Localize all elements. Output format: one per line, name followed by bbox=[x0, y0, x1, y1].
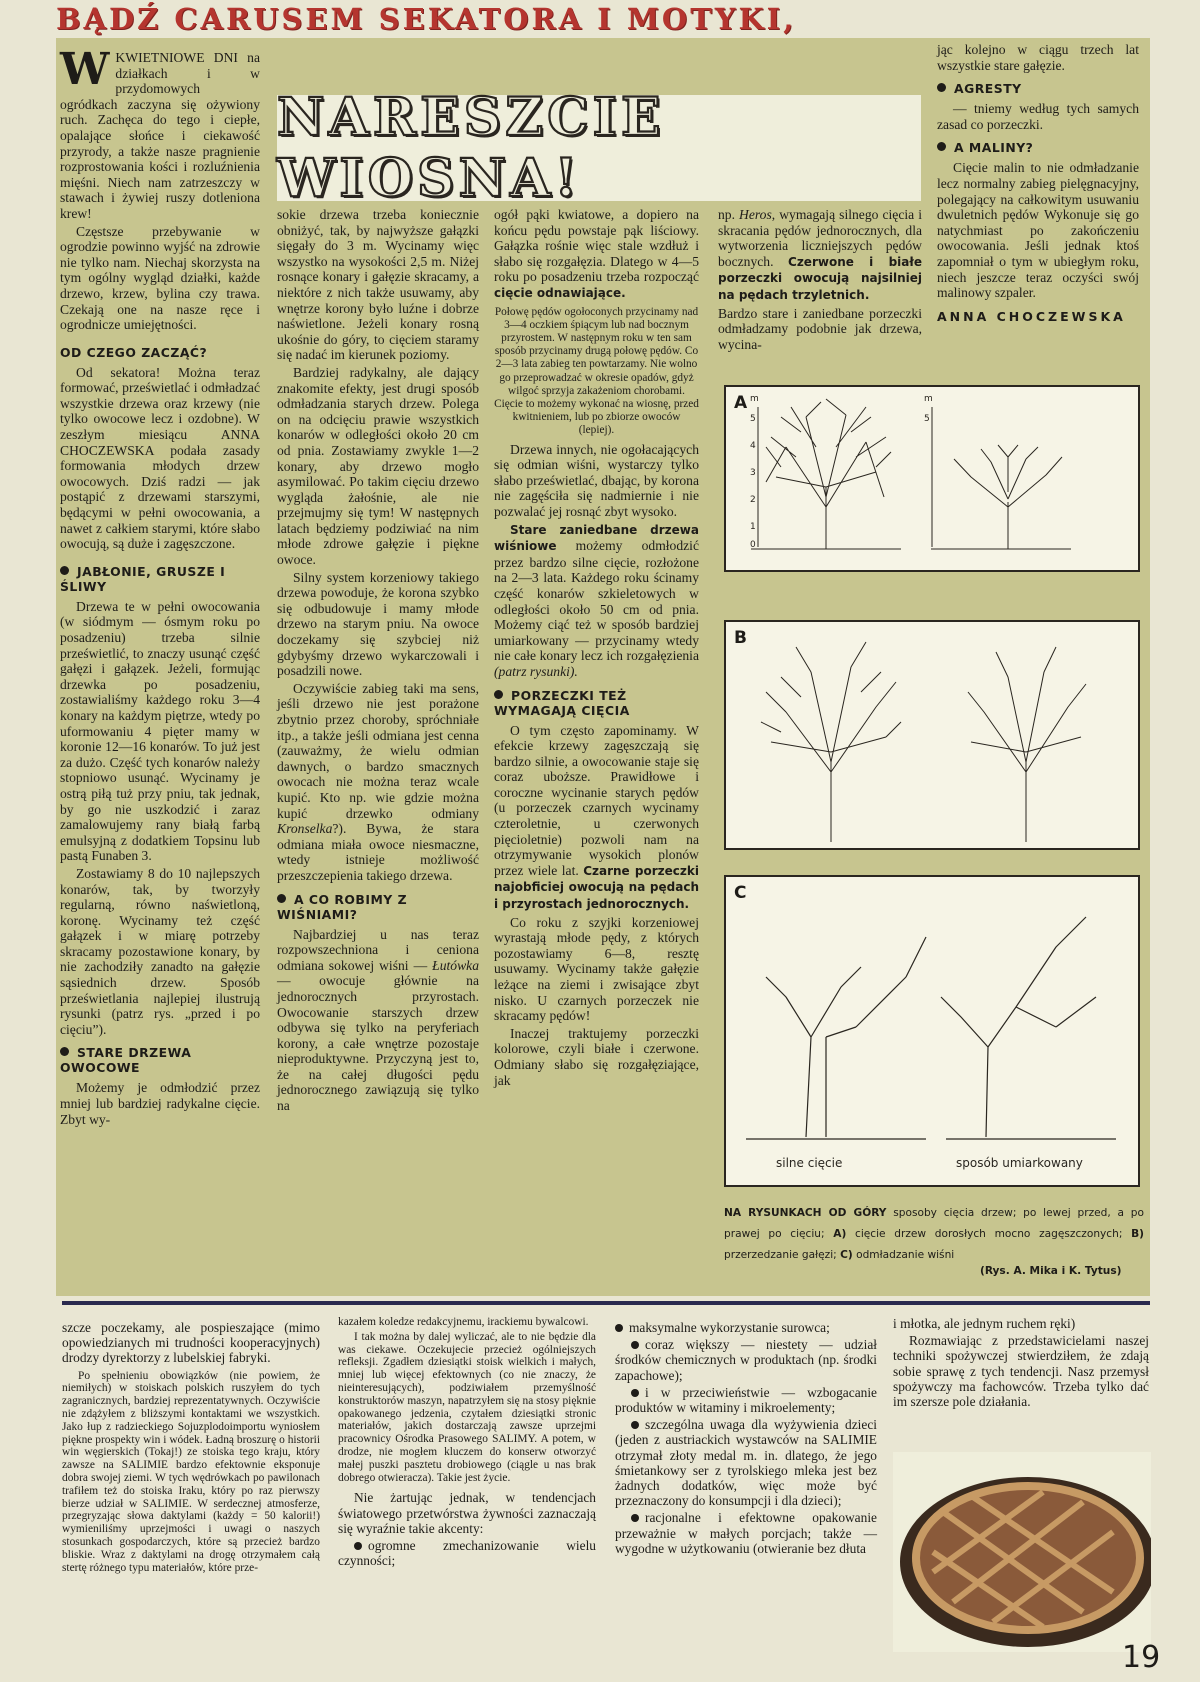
article-title: NARESZCIE WIOSNA! bbox=[277, 87, 665, 209]
paragraph: Częstsze przebywanie w ogrodzie powinno wyjść na zdrowie nie tylko nam. Niechaj skorzysta na tym ogólny wygląd działki, każde drzewo, krzew, bylina czy trawa. Czekają one na nasze ręce i ogrodnicze umiejętności. bbox=[60, 223, 260, 333]
bullet-icon bbox=[631, 1389, 639, 1397]
paragraph: Rozmawiając z przedstawicielami naszej techniki spożywczej stwierdziłem, że zdają sobie sprawę z tych tendencji. Nasz przemysł spożywczy ma fachowców. Trzeba tylko dać im szersze pole działania. bbox=[893, 1333, 1149, 1410]
page-number: 19 bbox=[1122, 1640, 1161, 1675]
bullet-icon bbox=[937, 83, 946, 92]
section-heading: PORZECZKI TEŻ WYMAGAJĄ CIĘCIA bbox=[494, 687, 630, 718]
tick-label: 2 bbox=[750, 495, 756, 505]
paragraph: Bardzo stare i zaniedbane porzeczki odmładzamy podobnie jak drzewa, wycina- bbox=[718, 305, 922, 352]
paragraph: sokie drzewa trzeba koniecznie obniżyć, tak, by najwyższe gałązki sięgały do 3 m. Wycinamy więc wszystko na wysokości 2,5 m. Niżej rosnące konary i gałęzie skracamy, a niektóre z nich także usuwamy, aby wnętrze korony było luźne i dobrze naświetlone. Jeżeli konary rosną ukośnie do góry, to cięciem staramy się nadać im kierunek poziomy. bbox=[277, 207, 479, 363]
figure-label: C bbox=[734, 883, 747, 903]
title-box bbox=[277, 87, 921, 209]
column-4 bbox=[718, 207, 922, 354]
paragraph: Po spełnieniu obowiązków (nie powiem, że niemiłych) w stoiskach polskich ruszyłem do tych zagranicznych, bardziej reprezentatywnych. Oczywiście nie zdążyłem z bliższymi kontaktami we wszystkich. Jako łup z radzieckiego Sojuzplodoimportu wyniosłem piękne prospekty win i wódek. Ładną broszurę o historii win węgierskich (Tokaj!) ze stoiska tego kraju, który zawsze na SALIMIE bardzo efektownie eksponuje dobra swojej ziemi. W tych wędrówkach po pawilonach trafiłem też do stoiska Iraku, który po raz pierwszy bierze udział w SALIMIE. W serdecznej atmosferze, przegryzając słowa daktylami (każdy = 50 kalorii!) wymieniliśmy uprzejmości i uwagi o naszych stosunkach gospodarczych, które są przecież bardzo bliskie. Wraz z daktylami na drogę otrzymałem całą stertę różnego typu materiałów, które prze- bbox=[62, 1369, 320, 1574]
paragraph: Inaczej traktujemy porzeczki kolorowe, czyli białe i czerwone. Odmiany słabo się rozgałęziające, jak bbox=[494, 1025, 699, 1088]
section-heading: A MALINY? bbox=[937, 140, 1139, 155]
figure-c-label-left: silne cięcie bbox=[776, 1156, 843, 1170]
bullet-item: coraz większy — niestety — udział środków chemicznych w produktach (np. środki zapachowe); bbox=[615, 1337, 877, 1383]
paragraph: Stare zaniedbane drzewa wiśniowe możemy odmłodzić przez bardzo silne cięcie, rozłożone na 2—3 lata. Każdego roku ścinamy część konarów szkieletowych w odległości około 50 cm od pnia. Możemy ciąć też w sposób bardziej umiarkowany — przycinamy wtedy nie całe konary lecz ich rozgałęzienia (patrz rysunki). bbox=[494, 522, 699, 679]
paragraph: ogół pąki kwiatowe, a dopiero na końcu pędu powstaje pąk liściowy. Gałązka rośnie więc stale wzdłuż i słabo się rozgałęzia. Dlatego w 4—5 roku po posadzeniu trzeba rozpocząć cięcie odnawiające. bbox=[494, 207, 699, 300]
paragraph: i młotka, ale jednym ruchem ręki) bbox=[893, 1316, 1076, 1331]
axis-unit: m bbox=[924, 394, 933, 404]
paragraph: Co roku z szyjki korzeniowej wyrastają młode pędy, z których pozostawiamy 6—8, resztę usuwamy. Wycinamy także gałęzie leżące na ziemi i zwisające zbyt nisko. U czarnych porzeczek nie skracamy pędów! bbox=[494, 914, 699, 1024]
bullet-icon bbox=[615, 1324, 623, 1332]
figure-c-label-right: sposób umiarkowany bbox=[956, 1156, 1083, 1170]
paragraph: Silny system korzeniowy takiego drzewa powoduje, że korona szybko się odbudowuje i mamy młode drzewo na starym pniu. Na owoce doczekamy się szybciej niż gdybyśmy drzewo wykarczowali i posadzili nowe. bbox=[277, 569, 479, 679]
figure-label: B bbox=[734, 628, 747, 648]
paragraph: Możemy je odmłodzić przez mniej lub bardziej radykalne cięcie. Zbyt wy- bbox=[60, 1080, 260, 1127]
figure-b bbox=[724, 620, 1140, 850]
figure-c bbox=[724, 875, 1140, 1187]
tart-image bbox=[893, 1452, 1151, 1652]
figure-b-drawing bbox=[726, 622, 1138, 848]
dropcap: W bbox=[60, 44, 110, 95]
bullet-icon bbox=[60, 1047, 69, 1056]
paragraph: Najbardziej u nas teraz rozpowszechniona i ceniona odmiana sokowej wiśni — Łutówka — owocuje głównie na jednorocznych przyrostach. Owocowanie starszych drzew odbywa się tylko na peryferiach korony, a całe wnętrze pozostaje nieproduktywne. Przyczyną jest to, że na całej długości pędu jednorocznego zawiązują się tylko na bbox=[277, 926, 479, 1114]
tick-label: 5 bbox=[924, 414, 930, 424]
bullet-item: ogromne zmechanizowanie wielu czynności; bbox=[338, 1537, 596, 1569]
paragraph: — tniemy według tych samych zasad co porzeczki. bbox=[937, 101, 1139, 132]
bullet-icon bbox=[631, 1421, 639, 1429]
tick-label: 0 bbox=[750, 540, 756, 550]
bullet-icon bbox=[354, 1542, 362, 1550]
paragraph: Nie żartując jednak, w tendencjach światowego przetwórstwa żywności zaznaczają się wyraźnie takie akcenty: bbox=[338, 1490, 596, 1536]
section-heading: OD CZEGO ZACZĄĆ? bbox=[60, 344, 208, 360]
paragraph: kazałem koledze redakcyjnemu, irackiemu bywalcowi. bbox=[338, 1316, 589, 1328]
paragraph: Zostawiamy 8 do 10 najlepszych konarów, tak, by tworzyły regularną, równo naświetloną, koronę. Wycinamy też część gałązek i w miarę potrzeby skracamy pozostawione konary, by nie zachodziły zanadto na gałęzie sąsiednich drzew. Sposób prześwietlania najlepiej ilustrują rysunki (patrz rys. „przed i po cięciu”). bbox=[60, 865, 260, 1037]
column-2 bbox=[277, 207, 479, 1116]
bullet-icon bbox=[277, 894, 286, 903]
paragraph: Drzewa te w pełni owocowania (w siódmym — ósmym roku po posadzeniu) trzeba silnie prześwietlić, to znaczy usunąć część gałęzi i gałązek. Jeżeli, formując drzewka po posadzeniu, zostawialiśmy każdego roku 3—4 konary na każdym piętrze, wtedy po uformowaniu 4 pięter mamy w koronie 12—16 konarów. To już jest za dużo. Część tych konarów należy stopniowo usunąć. Wycinamy je ostrą piłą tuż przy pniu, tak jednak, by go nie uszkodzić i zaraz zamalowujemy rany białą farbą emulsyjną z dodatkiem Topsinu lub pastą Funaben 3. bbox=[60, 598, 260, 864]
author-signature: ANNA CHOCZEWSKA bbox=[937, 308, 1126, 324]
bullet-icon bbox=[60, 566, 69, 575]
paragraph: Drzewa innych, nie ogołacających się odmian wiśni, wystarczy tylko słabo prześwietlać, dbając, by korona nie zagęściła się nadmiernie i nie pozwalać jej rosnąć zbyt wysoko. bbox=[494, 441, 699, 519]
intro-paragraph: WKWIETNIOWE DNI na działkach i w przydomowych ogródkach zaczyna się ożywiony ruch. Zachęca do tego i ciepłe, opalające słońce i ciekawość przyrody, a także nasze pragnienie rozprostowania kości i rozluźnienia mięśni. Niech nam zatrzeszczy w stawach i żywiej ruszy dotleniona krew! bbox=[60, 44, 260, 221]
tick-label: 1 bbox=[750, 522, 756, 532]
paragraph: Bardziej radykalny, ale dający znakomite efekty, jest drugi sposób odmładzania starych drzew. Polega on na odcięciu prawie wszystkich konarów w odległości około 20 cm od pnia. Zostawiamy zwykle 1—2 konary, aby drzewo mogło asymilować. Po takim cięciu drzewo wygląda żałośnie, ale nie przejmujmy się tym! W następnych latach będziemy podziwiać na nim młode zdrowe gałęzie i piękne owoce. bbox=[277, 364, 479, 568]
paragraph: Od sekatora! Można teraz formować, prześwietlać i odmładzać wszystkie drzewa oraz krzewy (nie tylko owocowe lecz i ozdobne). W zeszłym miesiącu ANNA CHOCZEWSKA podała zasady formowania młodych drzew owocowych. Dziś radzi — jak postąpić z drzewami starszymi, będącymi w pełni owocowania, a nawet z całkiem starymi, które słabo owocują, są duże i zagęszczone. bbox=[60, 364, 260, 552]
bullet-item: racjonalne i efektowne opakowanie przeważnie w małych porcjach; także — wygodne w użytkowaniu (otwieranie bez dłuta bbox=[615, 1510, 877, 1556]
bullet-item: maksymalne wykorzystanie surowca; bbox=[615, 1320, 877, 1335]
bottom-column-1 bbox=[62, 1320, 320, 1576]
paragraph: I tak można by dalej wyliczać, ale to nie będzie dla was ciekawe. Oczekujecie przecież ogólniejszych refleksji. Zgadłem dziesiątki stoisk wielkich i małych, mniej lub więcej efektownych (co nie znaczy, że nieinteresujących), podziwiałem przemyślność konstruktorów maszyn, napatrzyłem się na stosy pięknie opakowanego jedzenia, czytałem dziesiątki stronic materiałów, jakich dostarczają zawsze uprzejmi pracownicy Ośrodka Prasowego SALIMY. A potem, w drodze, nie mogłem kluczem do konserw otworzyć małej puszki pasztetu drobiowego (ciągle u nas brak dobrego otwieracza). Takie jest życie. bbox=[338, 1330, 596, 1484]
paragraph: szcze poczekamy, ale pospieszające (mimo opowiedzianych mi trudności kooperacyjnych) drodzy dyrektorzy z lubelskiej fabryki. bbox=[62, 1320, 320, 1366]
paragraph: np. Heros, wymagają silnego cięcia i skracania pędów jednorocznych, dla wytworzenia liczniejszych pędów bocznych. Czerwone i białe porzeczki owocują najsilniej na pędach trzyletnich. bbox=[718, 207, 922, 302]
bullet-item: i w przeciwieństwie — wzbogacanie produktów w witaminy i mikroelementy; bbox=[615, 1384, 877, 1416]
headline: BĄDŹ CARUSEM SEKATORA I MOTYKI, bbox=[56, 2, 797, 36]
bottom-column-4 bbox=[893, 1316, 1149, 1411]
column-5 bbox=[937, 42, 1139, 324]
axis-unit: m bbox=[750, 394, 759, 404]
paragraph: jąc kolejno w ciągu trzech lat wszystkie stare gałęzie. bbox=[937, 42, 1139, 73]
bullet-icon bbox=[631, 1341, 639, 1349]
section-heading: JABŁONIE, GRUSZE I ŚLIWY bbox=[60, 563, 226, 594]
figure-caption: NA RYSUNKACH OD GÓRY sposoby cięcia drzew; po lewej przed, a po prawej po cięciu; A) cięcie drzew dorosłych mocno zagęszczonych; B) przerzedzanie gałęzi; C) odmładzanie wiśni bbox=[724, 1207, 1145, 1261]
section-heading: A CO ROBIMY Z WIŚNIAMI? bbox=[277, 891, 408, 922]
section-heading: AGRESTY bbox=[937, 81, 1139, 96]
figure-label: A bbox=[734, 393, 748, 413]
figure-c-drawing bbox=[726, 877, 1138, 1185]
column-1 bbox=[60, 44, 260, 1129]
column-3 bbox=[494, 207, 699, 1090]
tick-label: 5 bbox=[750, 414, 756, 424]
paragraph: O tym często zapominamy. W efekcie krzewy zagęszczają się bardzo silnie, a owocowanie staje się coraz uboższe. Prawidłowe i coroczne wycinanie starych pędów (u porzeczek czarnych wycinamy czteroletnie, u czerwonych pięcioletnie) pozwoli nam na otrzymywanie wysokich plonów przez wiele lat. Czarne porzeczki najobficiej owocują na pędach i przyrostach jednorocznych. bbox=[494, 722, 699, 912]
bullet-icon bbox=[631, 1514, 639, 1522]
bullet-item: szczególna uwaga dla wyżywienia dzieci (jeden z austriackich wystawców na SALIMIE otrzymał złoty medal m. in. dlatego, że jego śmietankowy ser z tyrolskiego mleka jest bez żadnych dodatków, więc może być przeznaczony do konsumpcji i dla dzieci); bbox=[615, 1417, 877, 1509]
bullet-icon bbox=[494, 690, 503, 699]
tick-label: 3 bbox=[750, 468, 756, 478]
section-divider bbox=[62, 1301, 1150, 1305]
bottom-column-3 bbox=[615, 1320, 877, 1558]
figure-a-drawing bbox=[726, 387, 1138, 570]
bullet-icon bbox=[937, 142, 946, 151]
paragraph: Oczywiście zabieg taki ma sens, jeśli drzewo nie jest porażone zbytnio przez choroby, spróchniałe itp., a także jeśli odmiana jest cenna (zauważmy, że wielu odmian dawnych, o bardzo smacznych owocach nie można teraz wcale kupić. Kto np. wie gdzie można kupić drzewko odmiany Kronselka?). Bywa, że stara odmiana miała owoce niesmaczne, wtedy istnieje możliwość przeszczepienia takiego drzewa. bbox=[277, 680, 479, 883]
food-photo bbox=[893, 1452, 1151, 1652]
paragraph: Cięcie malin to nie odmładzanie lecz normalny zabieg pielęgnacyjny, polegający na całkowitym usuwaniu dwuletnich pędów Wykonuje się go natychmiast po zakończeniu owocowania. Jeśli jednak ktoś zapomniał o tym w ubiegłym roku, niech jeszcze teraz oczyści swój malinowy szpaler. bbox=[937, 160, 1139, 301]
figure-a bbox=[724, 385, 1140, 572]
figure-credit: (Rys. A. Mika i K. Tytus) bbox=[980, 1265, 1122, 1277]
bottom-column-2 bbox=[338, 1316, 596, 1570]
note-paragraph: Połowę pędów ogołoconych przycinamy nad 3—4 oczkiem śpiącym lub nad bocznym przyrostem. W następnym roku w ten sam sposób przycinamy drugą połowę pędów. Co 2—3 lata zabieg ten powtarzamy. Nie wolno go przeprowadzać w okresie opadów, gdyż wilgoć sprzyja zakażeniom chorobami. Cięcie to możemy wykonać na wiosnę, przed kwitnieniem, lub po zbiorze owoców (lepiej). bbox=[494, 305, 699, 437]
section-heading: STARE DRZEWA OWOCOWE bbox=[60, 1045, 192, 1076]
tick-label: 4 bbox=[750, 441, 756, 451]
